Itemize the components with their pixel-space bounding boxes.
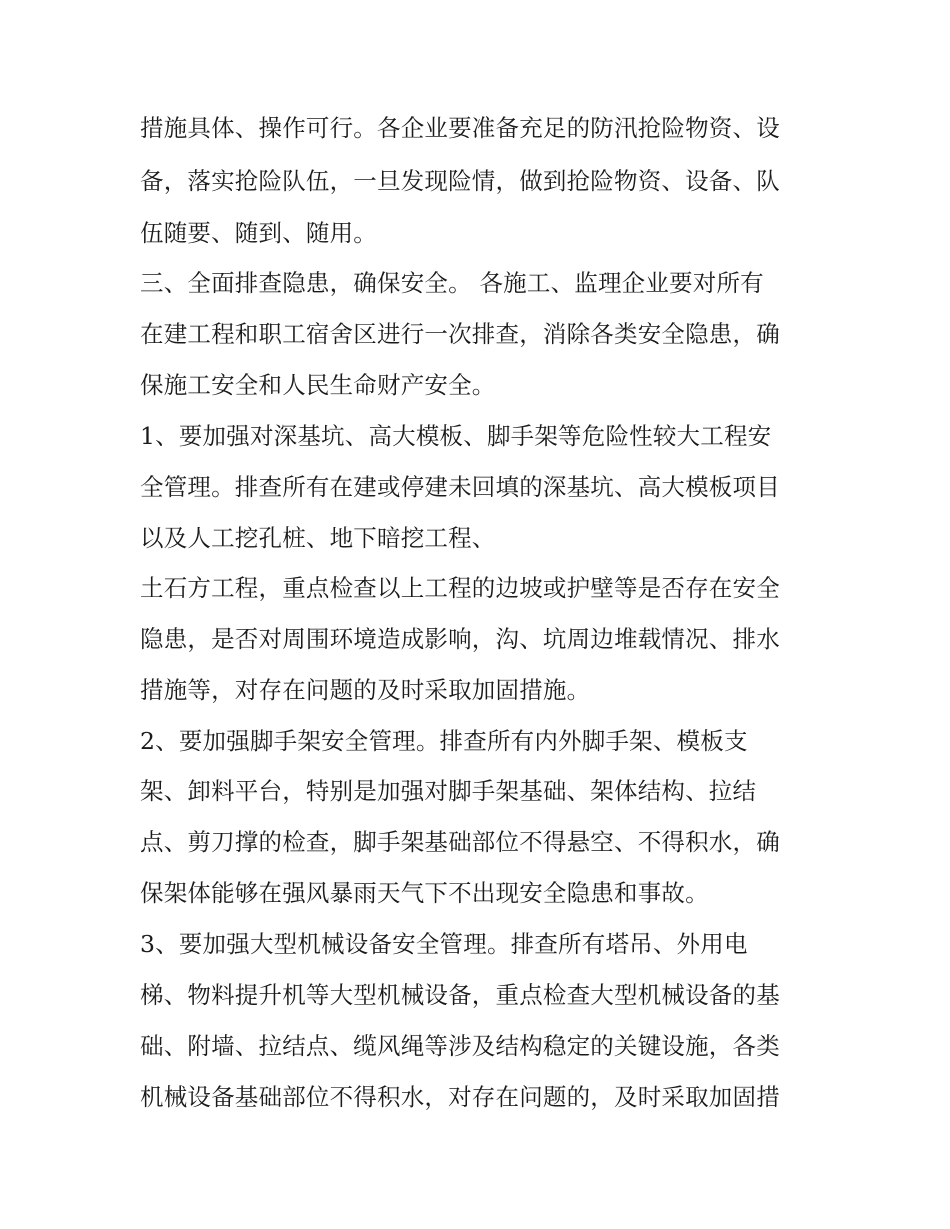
- text-line: 机械设备基础部位不得积水，对存在问题的，及时采取加固措: [140, 1083, 780, 1111]
- text-line: 备，落实抢险队伍，一旦发现险情，做到抢险物资、设备、队: [140, 167, 780, 195]
- text-line: 措施具体、操作可行。各企业要准备充足的防汛抢险物资、设: [140, 114, 780, 142]
- text-line: 以及人工挖孔桩、地下暗挖工程、: [140, 524, 496, 552]
- text-line: 全管理。排查所有在建或停建未回填的深基坑、高大模板项目: [140, 473, 780, 501]
- text-line: 础、附墙、拉结点、缆风绳等涉及结构稳定的关键设施，各类: [140, 1032, 780, 1060]
- text-line: 伍随要、随到、随用。: [140, 219, 377, 247]
- text-line: 保施工安全和人民生命财产安全。: [140, 371, 496, 399]
- text-line: 土石方工程，重点检查以上工程的边坡或护壁等是否存在安全: [140, 574, 780, 602]
- text-line: 梯、物料提升机等大型机械设备，重点检查大型机械设备的基: [140, 981, 780, 1009]
- text-line: 在建工程和职工宿舍区进行一次排查，消除各类安全隐患，确: [140, 320, 780, 348]
- text-line: 架、卸料平台，特别是加强对脚手架基础、架体结构、拉结: [140, 777, 757, 805]
- text-line: 措施等，对存在问题的及时采取加固措施。: [140, 676, 591, 704]
- text-line: 点、剪刀撑的检查，脚手架基础部位不得悬空、不得积水，确: [140, 828, 780, 856]
- text-line: 1、要加强对深基坑、高大模板、脚手架等危险性较大工程安: [140, 422, 772, 450]
- text-line: 隐患，是否对周围环境造成影响，沟、坑周边堆载情况、排水: [140, 625, 780, 653]
- text-line: 3、要加强大型机械设备安全管理。排查所有塔吊、外用电: [140, 930, 748, 958]
- text-line: 2、要加强脚手架安全管理。排查所有内外脚手架、模板支: [140, 727, 748, 755]
- text-line: 保架体能够在强风暴雨天气下不出现安全隐患和事故。: [140, 879, 709, 907]
- text-line: 三、全面排查隐患，确保安全。 各施工、监理企业要对所有: [140, 269, 764, 297]
